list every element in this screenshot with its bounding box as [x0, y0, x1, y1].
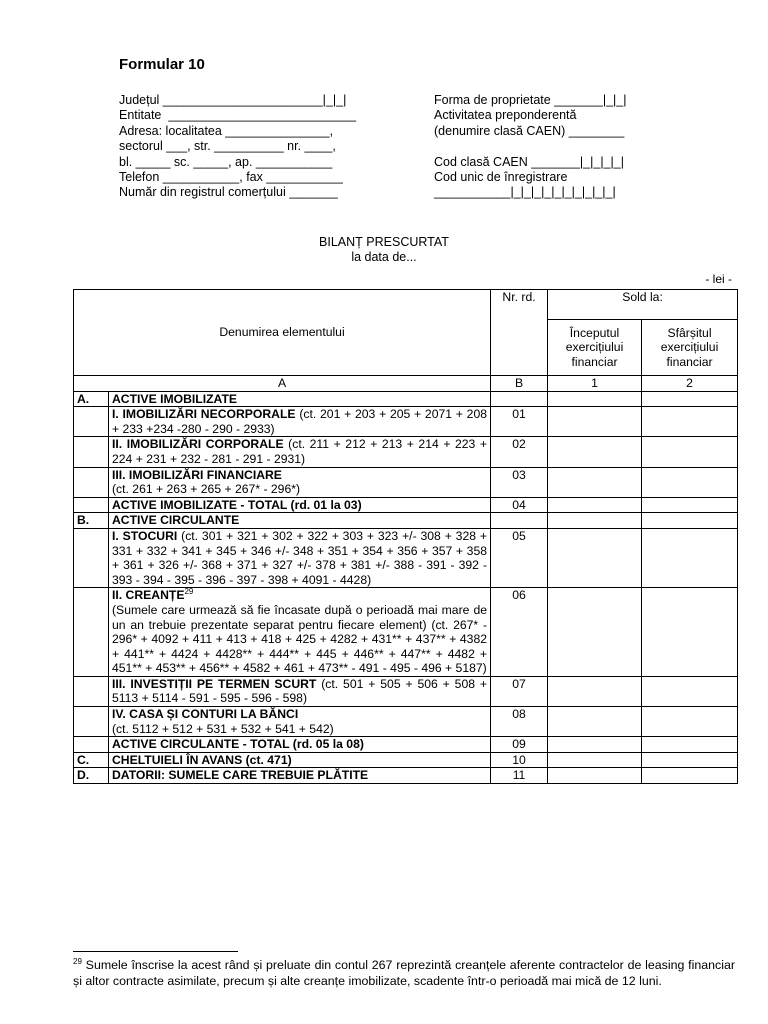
- table-row: [74, 497, 738, 513]
- end-balance-cell[interactable]: [642, 752, 738, 768]
- end-balance-cell[interactable]: [642, 707, 738, 737]
- start-balance-cell[interactable]: [548, 707, 642, 737]
- element-title: ACTIVE IMOBILIZATE: [112, 391, 238, 406]
- start-of-year-header: Începutul exercițiului financiar: [548, 320, 642, 376]
- account-formula: (Sumele care urmează să fie încasate după o perioadă mai mare de un an trebuie prezentate separat pentru fiecare element) (ct. 267* - 296* + 4092 + 411 + 413 + 418 + 425 + 4282 + 431** + 437** + 4382 + 441** + 4424 + 4428** + 444** + 445 + 446** + 447** + 4482 + 451** + 453** + 456** + 4582 + 461 + 473** - 491 - 495 - 496 + 5187): [112, 602, 488, 676]
- registration-code-field: ___________|_|_|_|_|_|_|_|_|_|_|: [434, 185, 616, 200]
- element-description: [109, 752, 491, 768]
- end-balance-cell[interactable]: [642, 407, 738, 437]
- element-name-header: Denumirea elementului: [74, 290, 491, 376]
- table-row: [74, 437, 738, 467]
- element-title: III. IMOBILIZĂRI FINANCIARE: [112, 467, 282, 482]
- entity-info-block: [119, 93, 409, 201]
- column-a-label: A: [74, 376, 491, 392]
- table-row: [74, 513, 738, 529]
- element-title: II. IMOBILIZĂRI CORPORALE: [112, 437, 284, 452]
- row-number: 05: [491, 528, 548, 587]
- element-description: [109, 407, 491, 437]
- row-number: [491, 513, 548, 529]
- row-number: 11: [491, 768, 548, 784]
- element-title: CHELTUIELI ÎN AVANS (ct. 471): [112, 752, 292, 767]
- document-heading: [0, 235, 768, 265]
- start-balance-cell[interactable]: [548, 737, 642, 753]
- row-number: 06: [491, 588, 548, 677]
- classification-info-block: [434, 93, 694, 201]
- end-balance-cell[interactable]: [642, 391, 738, 407]
- document-date: la data de...: [351, 250, 417, 264]
- row-number: [491, 391, 548, 407]
- section-letter: C.: [74, 752, 109, 768]
- footnote: [73, 958, 735, 989]
- element-title: ACTIVE IMOBILIZATE - TOTAL (rd. 01 la 03): [112, 497, 362, 512]
- footnote-reference: 29: [184, 587, 194, 597]
- table-row: [74, 752, 738, 768]
- address-field: Adresa: localitatea _______________,: [119, 123, 334, 138]
- end-balance-cell[interactable]: [642, 467, 738, 497]
- section-letter: [74, 528, 109, 587]
- start-balance-cell[interactable]: [548, 391, 642, 407]
- element-description: [109, 391, 491, 407]
- element-description: [109, 497, 491, 513]
- element-description: [109, 467, 491, 497]
- section-letter: [74, 737, 109, 753]
- table-row: [74, 391, 738, 407]
- end-balance-cell[interactable]: [642, 676, 738, 706]
- element-title: I. IMOBILIZĂRI NECORPORALE: [112, 407, 296, 422]
- element-title: DATORII: SUMELE CARE TREBUIE PLĂTITE: [112, 768, 369, 783]
- section-letter: [74, 497, 109, 513]
- element-title: II. CREANȚE: [112, 588, 185, 603]
- element-title: IV. CASA ȘI CONTURI LA BĂNCI: [112, 707, 299, 722]
- county-field: Județul _______________________|_|_|: [119, 93, 347, 107]
- balance-header: Sold la:: [548, 290, 738, 320]
- table-row: [74, 528, 738, 587]
- element-title: I. STOCURI: [112, 528, 178, 543]
- account-formula: (ct. 301 + 321 + 302 + 322 + 303 + 323 +/- 308 + 328 + 331 + 332 + 341 + 345 + 346 +/- 348 + 351 + 354 + 356 + 357 + 358 + 361 + 326 +/- 368 + 371 + 327 +/- 378 + 381 +/- 388 - 391 - 392 - 393 - 394 - 395 - 396 - 397 - 398 + 4091 - 4428): [112, 528, 488, 587]
- section-letter: [74, 676, 109, 706]
- start-balance-cell[interactable]: [548, 467, 642, 497]
- balance-sheet-table: [73, 289, 738, 784]
- row-number: 07: [491, 676, 548, 706]
- caen-class-name-field: (denumire clasă CAEN) ________: [434, 123, 625, 138]
- table-row: [74, 707, 738, 737]
- element-description: [109, 737, 491, 753]
- element-description: [109, 676, 491, 706]
- end-balance-cell[interactable]: [642, 737, 738, 753]
- account-formula: (ct. 211 + 212 + 213 + 214 + 223 + 224 + 231 + 232 - 281 - 291 - 2931): [112, 437, 487, 466]
- column-2-label: 2: [642, 376, 738, 392]
- document-title: BILANȚ PRESCURTAT: [319, 235, 449, 249]
- section-letter: [74, 707, 109, 737]
- element-title: III. INVESTIȚII PE TERMEN SCURT: [112, 676, 317, 691]
- end-balance-cell[interactable]: [642, 528, 738, 587]
- start-balance-cell[interactable]: [548, 752, 642, 768]
- sector-street-field: sectorul ___, str. __________ nr. ____,: [119, 139, 336, 154]
- row-number: 08: [491, 707, 548, 737]
- form-title: Formular 10: [119, 56, 205, 73]
- end-balance-cell[interactable]: [642, 588, 738, 677]
- section-letter: [74, 407, 109, 437]
- row-number-header: Nr. rd.: [491, 290, 548, 376]
- element-description: [109, 707, 491, 737]
- footnote-text: Sumele înscrise la acest rând și preluate din contul 267 reprezintă creanțele aferente contractelor de leasing financiar și altor contracte asimilate, precum și alte creanțe imobilizate, scadente într-o perioadă mai mică de 12 luni.: [73, 958, 735, 988]
- trade-register-field: Număr din registrul comerțului _______: [119, 185, 338, 200]
- start-balance-cell[interactable]: [548, 676, 642, 706]
- row-number: 04: [491, 497, 548, 513]
- account-formula: (ct. 261 + 263 + 265 + 267* - 296*): [112, 482, 301, 497]
- section-letter: [74, 467, 109, 497]
- account-formula: (ct. 501 + 505 + 506 + 508 + 5113 + 5114 - 591 - 595 - 596 - 598): [112, 676, 488, 706]
- element-description: [109, 513, 491, 529]
- row-number: 02: [491, 437, 548, 467]
- start-balance-cell[interactable]: [548, 528, 642, 587]
- registration-code-label: Cod unic de înregistrare: [434, 169, 568, 184]
- start-balance-cell[interactable]: [548, 513, 642, 529]
- row-number: 10: [491, 752, 548, 768]
- element-description: [109, 768, 491, 784]
- column-1-label: 1: [548, 376, 642, 392]
- table-row: [74, 737, 738, 753]
- ownership-form-field: Forma de proprietate _______|_|_|: [434, 93, 627, 107]
- element-description: [109, 588, 491, 677]
- account-formula: (ct. 5112 + 512 + 531 + 532 + 541 + 542): [112, 721, 334, 736]
- element-description: [109, 437, 491, 467]
- element-title: ACTIVE CIRCULANTE: [112, 513, 240, 528]
- element-description: [109, 528, 491, 587]
- phone-fax-field: Telefon ___________, fax ___________: [119, 169, 343, 184]
- end-balance-cell[interactable]: [642, 497, 738, 513]
- entity-field: Entitate ___________________________: [119, 108, 357, 123]
- column-index-row: [74, 376, 738, 392]
- table-row: [74, 407, 738, 437]
- table-header-row: [74, 290, 738, 320]
- currency-label: - lei -: [705, 272, 732, 286]
- footnote-mark: 29: [73, 956, 82, 966]
- end-of-year-header: Sfârșitul exercițiului financiar: [642, 320, 738, 376]
- building-field: bl. _____ sc. _____, ap. ___________: [119, 154, 333, 169]
- row-number: 01: [491, 407, 548, 437]
- table-row: [74, 768, 738, 784]
- start-balance-cell[interactable]: [548, 497, 642, 513]
- element-title: ACTIVE CIRCULANTE - TOTAL (rd. 05 la 08): [112, 737, 364, 752]
- row-number: 09: [491, 737, 548, 753]
- section-letter: D.: [74, 768, 109, 784]
- row-number: 03: [491, 467, 548, 497]
- account-formula: (ct. 201 + 203 + 205 + 2071 + 208 + 233 +234 -280 - 290 - 2933): [112, 407, 488, 436]
- spacer-line: [434, 139, 694, 154]
- caen-code-field: Cod clasă CAEN _______|_|_|_|_|: [434, 154, 624, 169]
- start-balance-cell[interactable]: [548, 437, 642, 467]
- end-balance-cell[interactable]: [642, 768, 738, 784]
- main-activity-label: Activitatea preponderentă: [434, 108, 577, 123]
- table-row: [74, 676, 738, 706]
- table-row: [74, 467, 738, 497]
- table-row: [74, 588, 738, 677]
- footnote-divider: [73, 951, 238, 952]
- section-letter: [74, 588, 109, 677]
- start-balance-cell[interactable]: [548, 407, 642, 437]
- section-letter: A.: [74, 391, 109, 407]
- column-b-label: B: [491, 376, 548, 392]
- start-balance-cell[interactable]: [548, 588, 642, 677]
- section-letter: [74, 437, 109, 467]
- end-balance-cell[interactable]: [642, 437, 738, 467]
- section-letter: B.: [74, 513, 109, 529]
- end-balance-cell[interactable]: [642, 513, 738, 529]
- start-balance-cell[interactable]: [548, 768, 642, 784]
